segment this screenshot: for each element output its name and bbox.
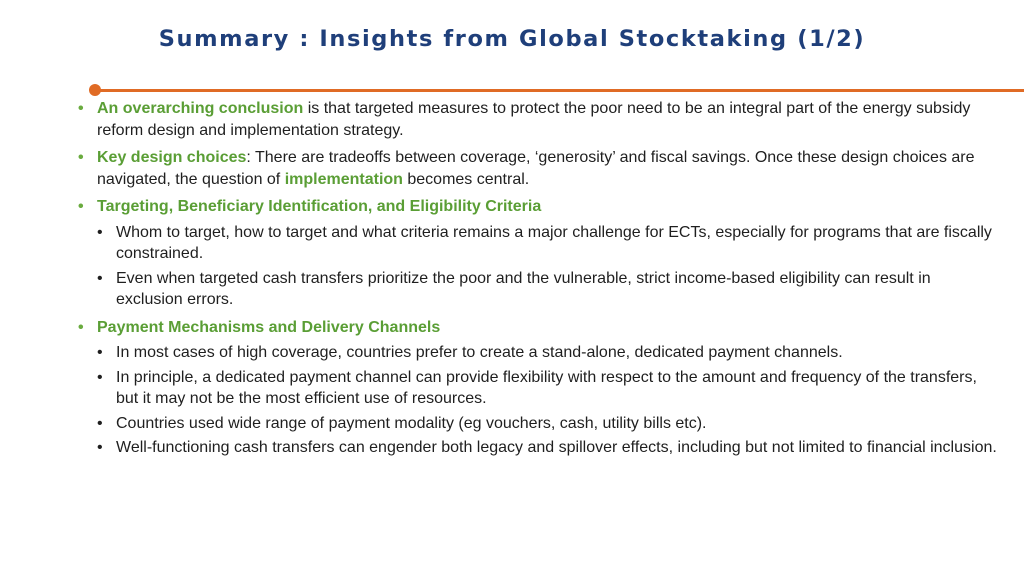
bullet-highlight: implementation <box>284 170 403 188</box>
bullet-lead: An overarching conclusion <box>97 100 304 117</box>
sub-bullet-text: Well-functioning cash transfers can engender both legacy and spillover effects, including but not limited to financial inclusion. <box>116 439 997 456</box>
sub-bullet <box>97 437 998 459</box>
bullet-heading: Payment Mechanisms and Delivery Channels <box>97 318 441 336</box>
sub-bullet-dot: • <box>97 269 103 287</box>
sub-bullet-text: In most cases of high coverage, countries prefer to create a stand-alone, dedicated payment channels. <box>116 344 843 361</box>
bullet-targeting <box>78 196 998 311</box>
bullet-dot: • <box>78 100 84 117</box>
bullet-list <box>78 98 998 465</box>
bullet-dot: • <box>78 149 84 166</box>
sub-bullet-text: In principle, a dedicated payment channel can provide flexibility with respect to the amount and frequency of the transfers, but it may not be the most efficient use of resources. <box>116 368 977 407</box>
bullet-heading: Targeting, Beneficiary Identification, and Eligibility Criteria <box>97 198 542 215</box>
sub-bullet <box>97 413 998 435</box>
accent-line <box>96 89 1024 92</box>
sub-bullet-dot: • <box>97 344 103 361</box>
sub-bullet-dot: • <box>97 368 103 386</box>
sub-bullet-text: Countries used wide range of payment modality (eg vouchers, cash, utility bills etc). <box>116 414 707 432</box>
sub-bullet-dot: • <box>97 439 103 456</box>
sub-bullet-text: Even when targeted cash transfers prioritize the poor and the vulnerable, strict income-based eligibility can result in exclusion errors. <box>116 269 931 308</box>
bullet-key-design-choices <box>78 147 998 190</box>
bullet-text-end: becomes central. <box>402 170 530 188</box>
bullet-text: is that targeted measures to protect the poor need to be an integral part of the energy subsidy reform design and implementation strategy. <box>97 100 971 139</box>
bullet-dot: • <box>78 198 84 215</box>
bullet-text: : There are tradeoffs between coverage, ‘generosity’ and fiscal savings. Once these design choices are navigated, the question of <box>97 149 975 188</box>
sub-bullet-text: Whom to target, how to target and what criteria remains a major challenge for ECTs, especially for programs that are fiscally constrained. <box>116 223 992 262</box>
sub-bullet <box>97 268 998 311</box>
slide-title: Summary : Insights from Global Stocktaking (1/2) <box>158 26 866 52</box>
sub-bullet-dot: • <box>97 223 103 241</box>
sub-bullet-list <box>97 222 998 311</box>
sub-bullet <box>97 367 998 410</box>
bullet-payment-mechanisms <box>78 317 998 459</box>
bullet-dot: • <box>78 318 84 336</box>
bullet-lead: Key design choices <box>97 149 247 166</box>
sub-bullet <box>97 222 998 265</box>
sub-bullet-dot: • <box>97 414 103 432</box>
bullet-overarching-conclusion <box>78 98 998 141</box>
sub-bullet <box>97 342 998 364</box>
sub-bullet-list <box>97 342 998 459</box>
